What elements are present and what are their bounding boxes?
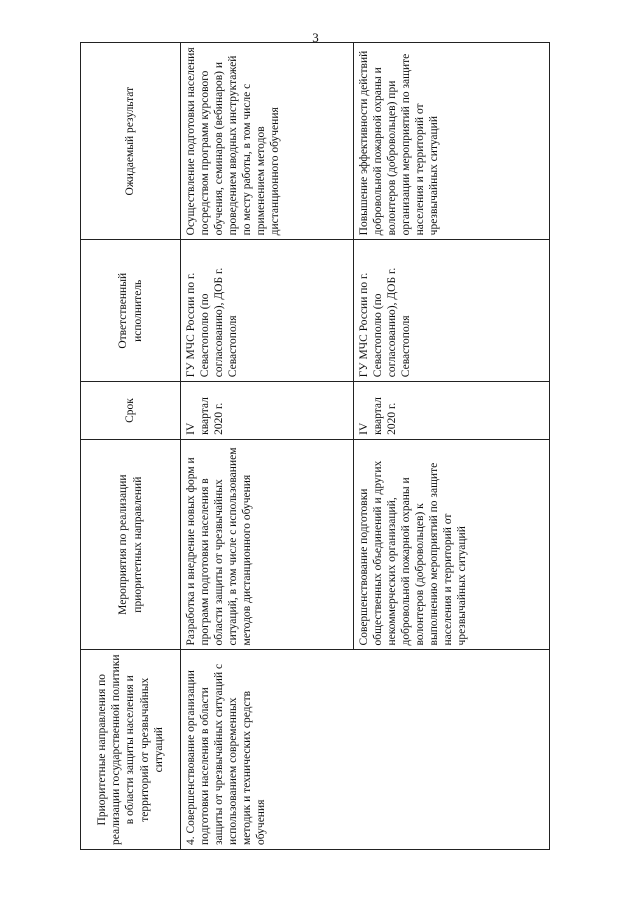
measures-table-container xyxy=(80,42,550,850)
result-cell: Повышение эффективности действий добровольной пожарной охраны и волонтеров (добровольцев) при организации мероприятий по защите населения и территорий от чрезвычайных ситуаций xyxy=(353,43,549,240)
header-directions: Приоритетные направления по реализации государственной политики в области защиты населения и территорий от чрезвычайных ситуаций xyxy=(81,650,181,850)
table-row xyxy=(181,43,354,850)
header-measures: Мероприятия по реализации приоритетных направлений xyxy=(81,439,181,650)
measures-table xyxy=(80,42,550,850)
header-executor: Ответственный исполнитель xyxy=(81,240,181,382)
term-cell: IV квартал 2020 г. xyxy=(181,382,354,440)
header-term: Срок xyxy=(81,382,181,440)
executor-cell: ГУ МЧС России по г. Севастополю (по согласованию), ДОБ г. Севастополя xyxy=(353,240,549,382)
term-cell: IV квартал 2020 г. xyxy=(353,382,549,440)
result-cell: Осуществление подготовки населения посредством программ курсового обучения, семинаров (вебинаров) и проведением вводных инструктажей по месту работы, в том числе с применением методов дистанционного обучения xyxy=(181,43,354,240)
header-result: Ожидаемый результат xyxy=(81,43,181,240)
measure-cell: Совершенствование подготовки общественных объединений и других некоммерческих организаций, добровольной пожарной охраны и волонтеров (добровольцев) к выполнению мероприятий по защите населения и территорий от чрезвычайных ситуаций xyxy=(353,439,549,650)
executor-cell: ГУ МЧС России по г. Севастополю (по согласованию), ДОБ г. Севастополя xyxy=(181,240,354,382)
measure-cell: Разработка и внедрение новых форм и программ подготовки населения в области защиты от чрезвычайных ситуаций, в том числе с использованием методов дистанционного обучения xyxy=(181,439,354,650)
direction-cell: 4. Совершенствование организации подготовки населения в области защиты от чрезвычайных ситуаций с использованием современных методик и технических средств обучения xyxy=(181,650,550,850)
table-header-row xyxy=(81,43,181,850)
page-number: 3 xyxy=(312,30,319,45)
